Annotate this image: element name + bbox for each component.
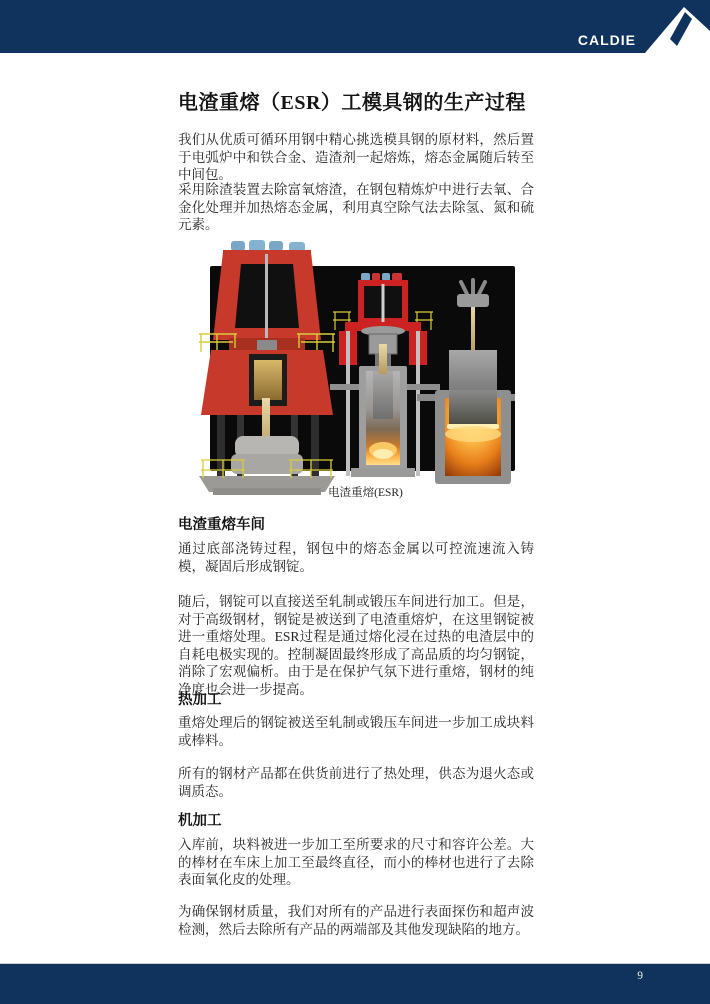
esr-equipment-illustration xyxy=(193,238,515,502)
esr-shop-paragraph-1: 通过底部浇铸过程，钢包中的熔态金属以可控流速流入铸模，凝固后形成钢锭。 xyxy=(178,541,534,574)
figure-caption: 电渣重熔(ESR) xyxy=(328,487,403,499)
machining-paragraph-1: 入库前，块料被进一步加工至所要求的尺寸和容许公差。大的棒材在车床上加工至最终直径，而小的棒材也进行了去除表面氧化皮的处理。 xyxy=(178,837,534,887)
header-bar xyxy=(0,0,710,53)
hot-working-paragraph-1: 重熔处理后的钢锭被送至轧制或锻压车间进一步加工成块料或棒料。 xyxy=(178,715,534,748)
section-heading-esr-shop: 电渣重熔车间 xyxy=(178,517,265,533)
intro-paragraph-2: 采用除渣装置去除富氧熔渣，在钢包精炼炉中进行去氧、合金化处理并加热熔态金属，利用真空除气法去除氢、氮和硫元素。 xyxy=(178,182,534,232)
intro-paragraph-1: 我们从优质可循环用钢中精心挑选模具钢的原材料，然后置于电弧炉中和铁合金、造渣剂一起熔炼，熔态金属随后转至中间包。 xyxy=(178,132,534,182)
section-heading-machining: 机加工 xyxy=(178,813,222,829)
section-heading-hot-working: 热加工 xyxy=(178,692,222,708)
footer-bar xyxy=(0,963,710,1004)
brand-name: CALDIE xyxy=(577,32,636,48)
esr-shop-paragraph-2: 随后，钢锭可以直接送至轧制或锻压车间进行加工。但是，对于高级钢材，钢锭是被送到了电渣重熔炉，在这里钢锭被进一重熔处理。ESR过程是通过熔化浸在过热的电渣层中的自耗电极实现的。控制凝固最终形成了高品质的均匀钢锭，消除了宏观偏析。由于是在保护气氛下进行重熔，钢材的纯净度也会进一步提高。 xyxy=(178,594,534,697)
machining-paragraph-2: 为确保钢材质量，我们对所有的产品进行表面探伤和超声波检测，然后去除所有产品的两端部及其他发现缺陷的地方。 xyxy=(178,904,534,937)
mountain-logo-icon xyxy=(644,0,710,57)
page-title: 电渣重熔（ESR）工模具钢的生产过程 xyxy=(178,92,526,114)
page-number: 9 xyxy=(637,970,643,982)
hot-working-paragraph-2: 所有的钢材产品都在供货前进行了热处理，供态为退火态或调质态。 xyxy=(178,766,534,799)
esr-equipment-figure xyxy=(193,238,515,504)
